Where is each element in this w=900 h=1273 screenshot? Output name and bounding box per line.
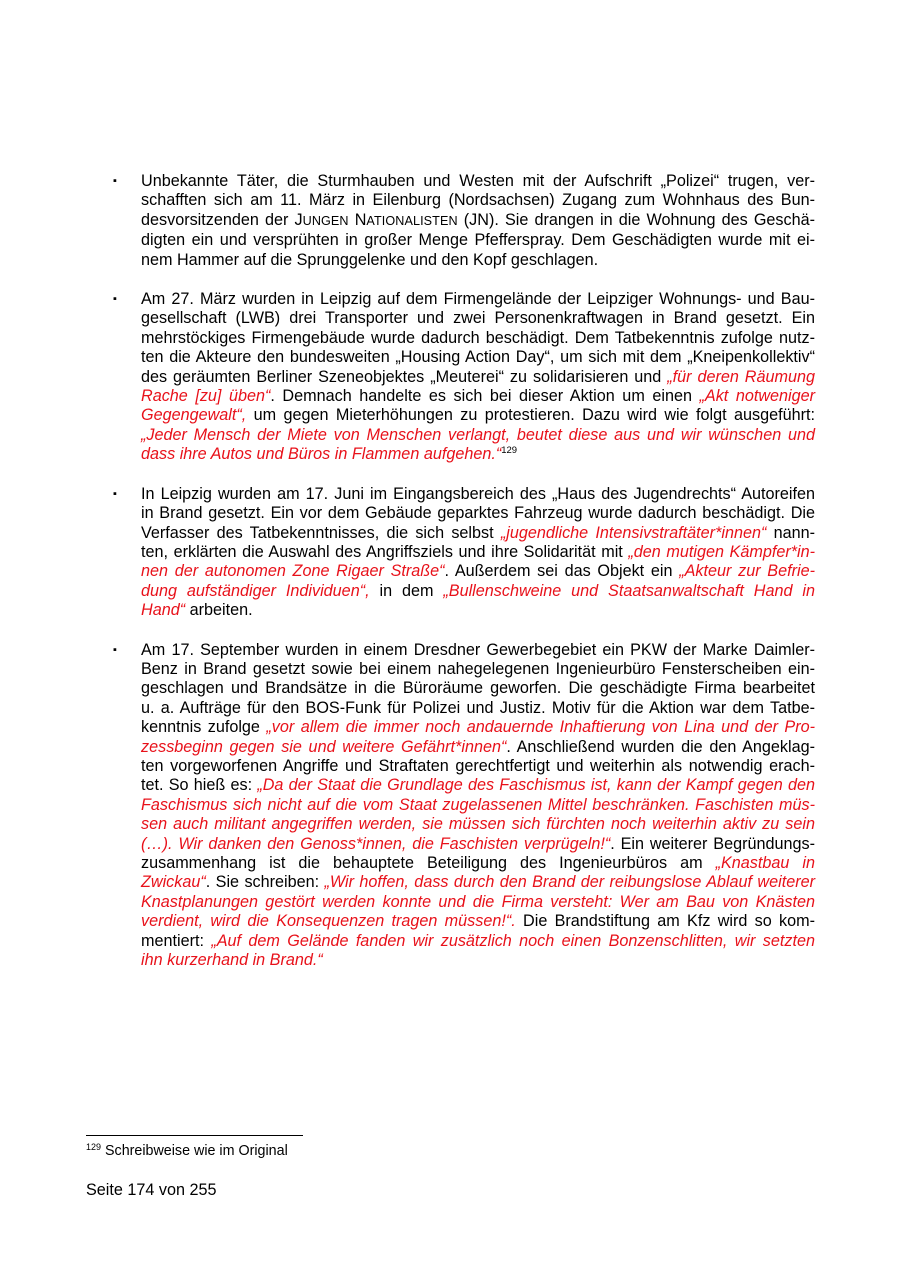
- quote-text: (…). Wir danken den Genoss*innen, die Faschisten verprügeln!“: [141, 834, 611, 853]
- quote-text: ihn kurzerhand in Brand.“: [141, 951, 323, 970]
- text-line: [141, 776, 815, 795]
- text-line: [141, 329, 815, 348]
- body-text: . Außerdem sei das Objekt ein: [444, 562, 680, 581]
- body-text: . Demnach handelte es sich bei dieser Aktion um einen: [270, 387, 700, 406]
- bullet-icon: ▪: [113, 175, 117, 187]
- body-text: ten vorgeworfenen Angriffe und Straftaten gerechtfertigt und weiterhin als notwendig erach-: [141, 756, 815, 775]
- body-text: Benz in Brand gesetzt sowie bei einem nahegelegenen Ingenieurbüro Fensterscheiben ein-: [141, 659, 815, 678]
- quote-text: „für deren Räumung: [667, 367, 815, 386]
- text-line: [141, 172, 815, 191]
- body-text: In Leipzig wurden am 17. Juni im Eingangsbereich des „Haus des Jugendrechts“ Autoreifen: [141, 484, 815, 503]
- small-caps-text: UNGEN: [302, 213, 349, 228]
- text-line: [141, 309, 815, 328]
- body-text: in dem: [369, 581, 444, 600]
- text-line: [141, 406, 815, 425]
- text-line: [141, 191, 815, 210]
- list-item: [0, 485, 815, 621]
- body-text: Verfasser des Tatbekenntnisses, die sich selbst: [141, 523, 501, 542]
- quote-text: Faschismus sich nicht auf die vom Staat zugelassenen Mittel beschränken. Faschisten müs-: [141, 795, 815, 814]
- text-line: [141, 815, 815, 834]
- body-text: ten, erklärten die Auswahl des Angriffsziels und ihre Solidarität mit: [141, 542, 629, 561]
- list-item: [0, 172, 815, 270]
- quote-text: „Wir hoffen, dass durch den Brand der reibungslose Ablauf weiterer: [324, 873, 815, 892]
- body-text: um gegen Mieterhöhungen zu protestieren. Dazu wird wie folgt ausgeführt:: [246, 406, 815, 425]
- body-text: des geräumten Berliner Szeneobjektes „Meuterei“ zu solidarisieren und: [141, 367, 668, 386]
- text-line: [141, 562, 815, 581]
- text-line: [141, 893, 815, 912]
- quote-text: verdient, wird die Konsequenzen tragen müssen!“.: [141, 912, 516, 931]
- text-line: [141, 543, 815, 562]
- text-line: [141, 660, 815, 679]
- quote-text: dung aufständiger Individuen“,: [141, 581, 370, 600]
- quote-text: „Akteur zur Befrie-: [679, 562, 815, 581]
- text-line: [141, 485, 815, 504]
- text-line: [141, 912, 815, 931]
- quote-text: „Bullenschweine und Staatsanwaltschaft Hand in: [443, 581, 815, 600]
- quote-text: „vor allem die immer noch andauernde Inhaftierung von Lina und der Pro-: [266, 718, 815, 737]
- quote-text: nen der autonomen Zone Rigaer Straße“: [141, 562, 445, 581]
- quote-text: „Auf dem Gelände fanden wir zusätzlich noch einen Bonzenschlitten, wir setzten: [211, 931, 815, 950]
- body-text: . Ein weiterer Begründungs-: [610, 834, 815, 853]
- text-line: [141, 445, 815, 464]
- body-text: Die Brandstiftung am Kfz wird so kom-: [515, 912, 816, 931]
- text-line: [141, 231, 815, 250]
- small-caps-text: ATIONALISTEN: [366, 213, 458, 228]
- quote-text: Gegengewalt“,: [141, 406, 247, 425]
- text-line: [141, 718, 815, 737]
- text-line: [141, 251, 815, 270]
- body-text: arbeiten.: [185, 601, 253, 620]
- text-line: [141, 290, 815, 309]
- body-text: . Sie schreiben:: [205, 873, 325, 892]
- text-line: [141, 738, 815, 757]
- footnote-separator: [86, 1135, 303, 1136]
- body-text: Am 27. März wurden in Leipzig auf dem Firmengelände der Leipziger Wohnungs- und Bau-: [141, 290, 815, 309]
- quote-text: „Jeder Mensch der Miete von Menschen verlangt, beutet diese aus und wir wünschen und: [141, 425, 815, 444]
- text-line: [141, 582, 815, 601]
- body-text: N: [348, 210, 367, 229]
- body-text: Unbekannte Täter, die Sturmhauben und Westen mit der Aufschrift „Polizei“ trugen, ver-: [141, 172, 815, 190]
- text-line: [141, 524, 815, 543]
- body-text: Am 17. September wurden in einem Dresdner Gewerbegebiet ein PKW der Marke Daimler-: [141, 640, 815, 659]
- bullet-icon: ▪: [113, 293, 117, 306]
- body-text: ten die Akteure den bundesweiten „Housing Action Day“, um sich mit dem „Kneipenkollektiv“: [141, 348, 815, 367]
- text-line: [141, 932, 815, 951]
- quote-text: „jugendliche Intensivstraftäter*innen“: [500, 523, 767, 542]
- footnote: [86, 1142, 288, 1160]
- body-text: in Brand gesetzt. Ein vor dem Gebäude geparktes Fahrzeug wurde dadurch beschädigt. Die: [141, 504, 815, 523]
- quote-text: „Knastbau in: [715, 854, 815, 872]
- bullet-icon: ▪: [113, 643, 117, 656]
- page-number: Seite 174 von 255: [86, 1181, 217, 1199]
- body-text: u. a. Aufträge für den BOS-Funk für Polizei und Justiz. Motiv für die Aktion war dem Tatbe-: [141, 698, 815, 717]
- quote-text: Knastplanungen gestört werden konnte und die Firma versteht: Wer am Bau von Knästen: [141, 892, 815, 911]
- quote-text: sen auch militant angegriffen werden, sie müssen sich fürchten noch weiterhin aktiv zu sein: [141, 815, 815, 834]
- quote-text: Rache [zu] üben“: [141, 387, 271, 406]
- list-item: [0, 290, 815, 465]
- text-line: [141, 854, 815, 873]
- footnote-number: 129: [86, 1142, 102, 1152]
- body-text: J: [294, 210, 303, 229]
- bullet-icon: ▪: [113, 487, 117, 500]
- body-text: . Anschließend wurden die den Angeklag-: [506, 737, 815, 756]
- text-line: [141, 835, 815, 854]
- text-line: [141, 679, 815, 698]
- body-text: mehrstöckiges Firmengebäude wurde dadurch beschädigt. Dem Tatbekenntnis zufolge nutz-: [141, 328, 815, 347]
- body-text: zusammenhang ist die behauptete Beteiligung des Ingenieurbüros am: [141, 854, 716, 872]
- quote-text: dass ihre Autos und Büros in Flammen aufgehen.“: [141, 445, 502, 464]
- quote-text: zessbeginn gegen sie und weitere Gefährt*innen“: [141, 737, 507, 756]
- text-line: [141, 951, 815, 970]
- footnote-text: Schreibweise wie im Original: [101, 1143, 288, 1159]
- text-line: [141, 348, 815, 367]
- text-line: [141, 699, 815, 718]
- body-text: nann-: [766, 523, 816, 542]
- quote-text: „den mutigen Kämpfer*in-: [628, 542, 815, 561]
- body-text: nem Hammer auf die Sprunggelenke und den Kopf geschlagen.: [141, 250, 599, 269]
- incident-list: [0, 172, 900, 990]
- text-line: [141, 387, 815, 406]
- quote-text: „Akt notweniger: [699, 387, 816, 406]
- text-line: [141, 368, 815, 387]
- quote-text: Hand“: [141, 601, 186, 620]
- body-text: kenntnis zufolge: [141, 718, 267, 737]
- footnote-reference: 129: [501, 445, 518, 457]
- body-text: digten ein und versprühten in großer Menge Pfefferspray. Dem Geschädigten wurde mit ei-: [141, 231, 815, 250]
- text-line: [141, 796, 815, 815]
- text-line: [141, 426, 815, 445]
- text-line: [141, 757, 815, 776]
- body-text: desvorsitzenden der: [141, 210, 295, 229]
- text-line: [141, 641, 815, 660]
- quote-text: Zwickau“: [141, 873, 206, 892]
- body-text: schafften sich am 11. März in Eilenburg (Nordsachsen) Zugang zum Wohnhaus des Bun-: [141, 191, 815, 210]
- body-text: tet. So hieß es:: [141, 776, 258, 795]
- text-line: [141, 601, 815, 620]
- body-text: (JN). Sie drangen in die Wohnung des Geschä-: [457, 210, 815, 229]
- quote-text: „Da der Staat die Grundlage des Faschismus ist, kann der Kampf gegen den: [257, 776, 815, 795]
- body-text: gesellschaft (LWB) drei Transporter und zwei Personenkraftwagen in Brand gesetzt. Ein: [141, 309, 815, 328]
- body-text: mentiert:: [141, 931, 212, 950]
- text-line: [141, 873, 815, 892]
- list-item: [0, 641, 815, 971]
- text-line: [141, 211, 815, 231]
- body-text: geschlagen und Brandsätze in die Büroräume geworfen. Die geschädigte Firma bearbeitet: [141, 679, 815, 698]
- text-line: [141, 504, 815, 523]
